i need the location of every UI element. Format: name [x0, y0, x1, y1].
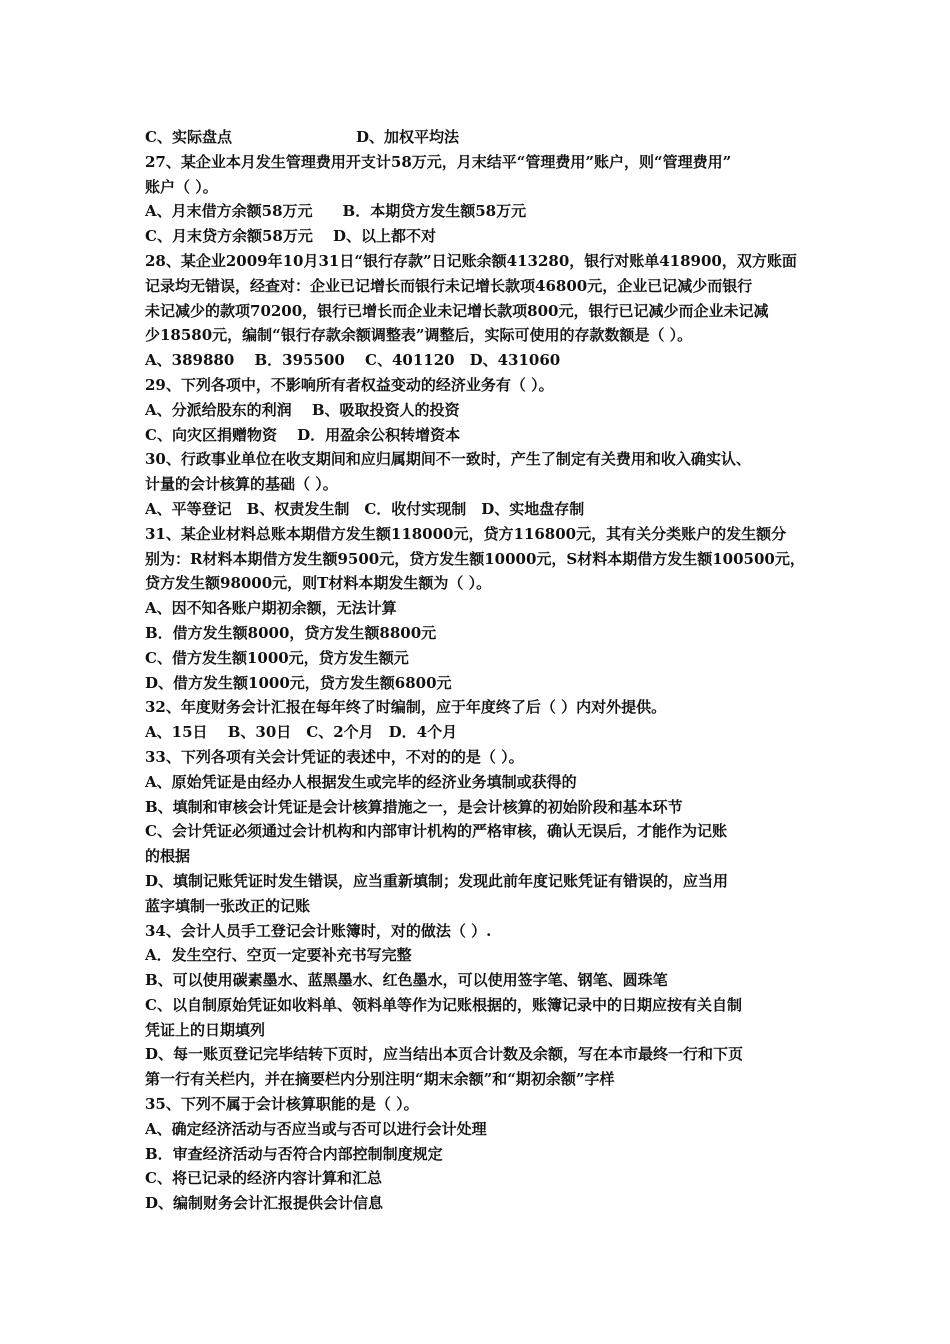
text-line: B．借方发生额8000，贷方发生额8800元 — [145, 623, 437, 642]
text-line: A、平等登记 B、权责发生制 C．收付实现制 D、实地盘存制 — [145, 499, 585, 518]
text-line: A、原始凭证是由经办人根据发生或完毕的经济业务填制或获得的 — [145, 772, 577, 791]
text-line: A、分派给股东的利润 B、吸取投资人的投资 — [145, 400, 460, 419]
text-line: 27、某企业本月发生管理费用开支计58万元，月末结平“管理费用”账户，则“管理费用” — [145, 152, 732, 171]
text-line: C、将已记录的经济内容计算和汇总 — [145, 1169, 382, 1188]
text-line: 凭证上的日期填列 — [145, 1020, 266, 1039]
text-line: 别为：R材料本期借方发生额9500元，贷方发生额10000元，S材料本期借方发生额100500元， — [145, 549, 805, 568]
text-line: A、389880 B．395500 C、401120 D、431060 — [145, 351, 561, 370]
text-line: 30、行政事业单位在收支期间和应归属期间不一致时，产生了制定有关费用和收入确实认、 — [145, 450, 751, 469]
text-line: A、确定经济活动与否应当或与否可以进行会计处理 — [145, 1119, 487, 1138]
text-line: 32、年度财务会计汇报在每年终了时编制，应于年度终了后（ ）内对外提供。 — [145, 698, 667, 717]
text-line: A、15日 B、30日 C、2个月 D．4个月 — [145, 723, 458, 742]
text-line: D、每一账页登记完毕结转下页时，应当结出本页合计数及余额，写在本市最终一行和下页 — [145, 1045, 744, 1064]
text-line: 贷方发生额98000元，则T材料本期发生额为（ ）。 — [145, 574, 492, 593]
text-line: 31、某企业材料总账本期借方发生额118000元，贷方116800元，其有关分类账户的发生额分 — [145, 524, 787, 543]
text-line: D、借方发生额1000元，贷方发生额6800元 — [145, 673, 452, 692]
text-line: 的根据 — [145, 847, 191, 866]
text-line: 33、下列各项有关会计凭证的表述中，不对的的是（ ）。 — [145, 747, 524, 766]
text-line: C、月末贷方余额58万元 D、以上都不对 — [145, 227, 437, 246]
text-line: A、月末借方余额58万元 B．本期贷方发生额58万元 — [145, 202, 527, 221]
text-line: 账户（ ）。 — [145, 177, 218, 196]
text-line — [145, 125, 825, 150]
text-line: C、以自制原始凭证如收料单、领料单等作为记账根据的，账簿记录中的日期应按有关自制 — [145, 995, 742, 1014]
text-line: C、会计凭证必须通过会计机构和内部审计机构的严格审核，确认无误后，才能作为记账 — [145, 822, 727, 841]
text-line: 少18580元，编制“银行存款余额调整表”调整后，实际可使用的存款数额是（ ）。 — [145, 326, 693, 345]
text-line: A、因不知各账户期初余额，无法计算 — [145, 599, 397, 618]
text-line: B．审查经济活动与否符合内部控制制度规定 — [145, 1144, 443, 1163]
text-line: C、借方发生额1000元，贷方发生额元 — [145, 648, 409, 667]
text-line: A．发生空行、空页一定要补充书写完整 — [145, 946, 412, 965]
answer-option: D、加权平均法 — [356, 128, 460, 146]
text-line: D、编制财务会计汇报提供会计信息 — [145, 1194, 384, 1213]
text-line: 蓝字填制一张改正的记账 — [145, 896, 311, 915]
text-line: D、填制记账凭证时发生错误，应当重新填制；发现此前年度记账凭证有错误的，应当用 — [145, 871, 729, 890]
text-line: 28、某企业2009年10月31日“银行存款”日记账余额413280，银行对账单418900，双方账面 — [145, 251, 797, 270]
text-line: 35、下列不属于会计核算职能的是（ ）。 — [145, 1095, 419, 1114]
text-line: C、向灾区捐赠物资 D．用盈余公积转增资本 — [145, 425, 461, 444]
text-line: 第一行有关栏内，并在摘要栏内分别注明“期末余额”和“期初余额”字样 — [145, 1070, 615, 1089]
answer-option: C、实际盘点 — [145, 128, 232, 146]
text-line: B、填制和审核会计凭证是会计核算措施之一，是会计核算的初始阶段和基本环节 — [145, 797, 683, 816]
text-line: B、可以使用碳素墨水、蓝黑墨水、红色墨水，可以使用签字笔、钢笔、圆珠笔 — [145, 971, 668, 990]
exam-questions-text — [145, 125, 825, 1216]
text-line: 未记减少的款项70200，银行已增长而企业未记增长款项800元，银行已记减少而企业未记减 — [145, 301, 769, 320]
text-line: 计量的会计核算的基础（ ）。 — [145, 475, 338, 494]
text-line: 记录均无错误，经查对：企业已记增长而银行未记增长款项46800元，企业已记减少而银行 — [145, 276, 753, 295]
text-line: 34、会计人员手工登记会计账簿时，对的做法（ ）. — [145, 921, 492, 940]
text-line: 29、下列各项中，不影响所有者权益变动的经济业务有（ ）。 — [145, 375, 554, 394]
